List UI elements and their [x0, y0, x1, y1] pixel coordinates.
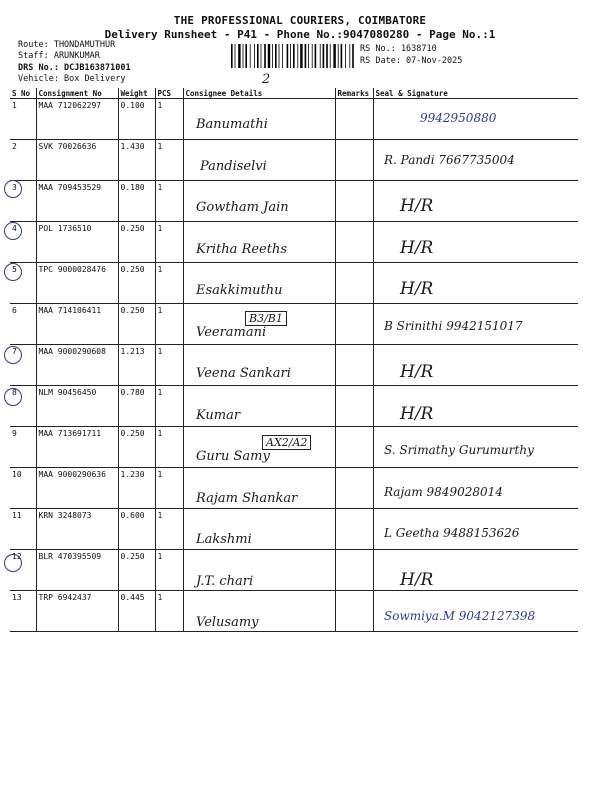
handwritten-circle-mark [4, 263, 22, 281]
cell-pcs: 1 [155, 386, 183, 427]
cell-consignment-no: MAA 709453529 [36, 181, 118, 222]
handwritten-flat-note: B3/B1 [245, 311, 287, 326]
cell-weight: 0.445 [118, 591, 155, 632]
handwritten-signature: H/R [400, 237, 434, 258]
cell-sno: 8 [10, 386, 36, 427]
cell-remarks [335, 181, 373, 222]
handwritten-signature: R. Pandi 7667735004 [384, 152, 515, 167]
rs-number: RS No.: 1638710 [360, 44, 437, 54]
table-header-row [10, 88, 578, 99]
cell-weight: 0.250 [118, 222, 155, 263]
cell-pcs: 1 [155, 263, 183, 304]
cell-sno: 3 [10, 181, 36, 222]
barcode [230, 44, 355, 68]
route-label: Route: THONDAMUTHUR [18, 40, 116, 50]
handwritten-consignee-name: Veeramani [196, 324, 267, 340]
handwritten-signature: 9942950880 [420, 111, 497, 125]
cell-sno: 2 [10, 140, 36, 181]
handwritten-consignee-name: Veena Sankari [196, 366, 291, 381]
cell-pcs: 1 [155, 550, 183, 591]
cell-consignment-no: SVK 70026636 [36, 140, 118, 181]
handwritten-consignee-name: Rajam Shankar [196, 490, 298, 506]
cell-remarks [335, 550, 373, 591]
cell-remarks [335, 386, 373, 427]
cell-sno: 10 [10, 468, 36, 509]
handwritten-signature: Sowmiya.M 9042127398 [384, 609, 536, 623]
cell-remarks [335, 304, 373, 345]
handwritten-circle-mark [4, 388, 22, 406]
cell-pcs: 1 [155, 99, 183, 140]
cell-weight: 0.180 [118, 181, 155, 222]
table-row [10, 222, 578, 263]
cell-sno: 13 [10, 591, 36, 632]
cell-pcs: 1 [155, 427, 183, 468]
handwritten-consignee-name: Guru Samy [196, 449, 270, 464]
handwritten-consignee-name: Kumar [196, 407, 241, 423]
vehicle-label: Vehicle: Box Delivery [18, 74, 126, 84]
cell-pcs: 1 [155, 345, 183, 386]
cell-weight: 0.100 [118, 99, 155, 140]
cell-remarks [335, 427, 373, 468]
cell-consignment-no: TPC 9000028476 [36, 263, 118, 304]
table-row [10, 386, 578, 427]
cell-sno: 6 [10, 304, 36, 345]
header-consignment: Consignment No [36, 88, 118, 99]
cell-sno: 5 [10, 263, 36, 304]
handwritten-signature: H/R [400, 403, 434, 424]
table-row [10, 550, 578, 591]
runsheet-subtitle: Delivery Runsheet - P41 - Phone No.:9047080280 - Page No.:1 [104, 28, 496, 41]
cell-remarks [335, 468, 373, 509]
cell-pcs: 1 [155, 468, 183, 509]
handwritten-signature: H/R [400, 569, 434, 590]
handwritten-consignee-name: Kritha Reeths [196, 241, 288, 257]
handwritten-signature: H/R [400, 279, 434, 299]
cell-weight: 0.250 [118, 263, 155, 304]
handwritten-circle-mark [4, 180, 22, 198]
cell-pcs: 1 [155, 304, 183, 345]
company-title: THE PROFESSIONAL COURIERS, COIMBATORE [173, 14, 427, 27]
cell-consignment-no: MAA 9000290636 [36, 468, 118, 509]
handwritten-consignee-name: Velusamy [196, 615, 259, 630]
cell-weight: 1.230 [118, 468, 155, 509]
cell-sno: 12 [10, 550, 36, 591]
cell-sno: 7 [10, 345, 36, 386]
cell-remarks [335, 263, 373, 304]
cell-pcs: 1 [155, 222, 183, 263]
cell-remarks [335, 99, 373, 140]
handwritten-consignee-name: Esakkimuthu [196, 283, 283, 298]
header-weight: Weight [118, 88, 155, 99]
cell-remarks [335, 509, 373, 550]
header-pcs: PCS [155, 88, 183, 99]
rs-date: RS Date: 07-Nov-2025 [360, 56, 463, 66]
header-sno: S No [10, 88, 36, 99]
cell-pcs: 1 [155, 509, 183, 550]
handwritten-signature: H/R [400, 362, 434, 382]
table-row [10, 181, 578, 222]
handwritten-circle-mark [4, 346, 22, 364]
cell-consignment-no: POL 1736510 [36, 222, 118, 263]
handwritten-page-mark: 2 [262, 72, 271, 87]
cell-remarks [335, 345, 373, 386]
cell-consignment-no: NLM 90456450 [36, 386, 118, 427]
cell-consignment-no: BLR 470395509 [36, 550, 118, 591]
staff-label: Staff: ARUNKUMAR [18, 51, 100, 61]
handwritten-signature: Rajam 9849028014 [384, 484, 503, 499]
table-row [10, 263, 578, 304]
cell-pcs: 1 [155, 591, 183, 632]
cell-consignment-no: MAA 713691711 [36, 427, 118, 468]
handwritten-flat-note: AX2/A2 [262, 435, 311, 450]
cell-sno: 4 [10, 222, 36, 263]
cell-weight: 1.213 [118, 345, 155, 386]
cell-consignment-no: TRP 6942437 [36, 591, 118, 632]
cell-weight: 0.780 [118, 386, 155, 427]
header-remarks: Remarks [335, 88, 373, 99]
cell-remarks [335, 222, 373, 263]
cell-sno: 9 [10, 427, 36, 468]
handwritten-consignee-name: Pandiselvi [200, 158, 267, 174]
handwritten-signature: H/R [400, 196, 434, 216]
table-row [10, 345, 578, 386]
header-signature: Seal & Signature [373, 88, 578, 99]
cell-pcs: 1 [155, 140, 183, 181]
drs-number: DRS No.: DCJB163871001 [18, 63, 131, 73]
handwritten-signature: L Geetha 9488153626 [384, 526, 520, 540]
handwritten-signature: S. Srimathy Gurumurthy [384, 443, 534, 457]
cell-remarks [335, 140, 373, 181]
handwritten-consignee-name: Banumathi [196, 117, 268, 132]
cell-consignment-no: MAA 712062297 [36, 99, 118, 140]
cell-weight: 0.250 [118, 304, 155, 345]
cell-remarks [335, 591, 373, 632]
handwritten-signature: B Srinithi 9942151017 [384, 318, 523, 333]
cell-pcs: 1 [155, 181, 183, 222]
cell-consignment-no: MAA 714106411 [36, 304, 118, 345]
cell-sno: 1 [10, 99, 36, 140]
cell-consignment-no: MAA 9000290608 [36, 345, 118, 386]
cell-sno: 11 [10, 509, 36, 550]
delivery-table [10, 88, 578, 632]
handwritten-circle-mark [4, 222, 22, 240]
handwritten-consignee-name: J.T. chari [196, 573, 254, 589]
header-consignee: Consignee Details [183, 88, 335, 99]
handwritten-circle-mark [4, 554, 22, 572]
handwritten-consignee-name: Lakshmi [196, 532, 252, 547]
cell-weight: 0.600 [118, 509, 155, 550]
handwritten-consignee-name: Gowtham Jain [196, 200, 289, 215]
cell-weight: 1.430 [118, 140, 155, 181]
cell-consignment-no: KRN 3248073 [36, 509, 118, 550]
cell-weight: 0.250 [118, 550, 155, 591]
cell-weight: 0.250 [118, 427, 155, 468]
